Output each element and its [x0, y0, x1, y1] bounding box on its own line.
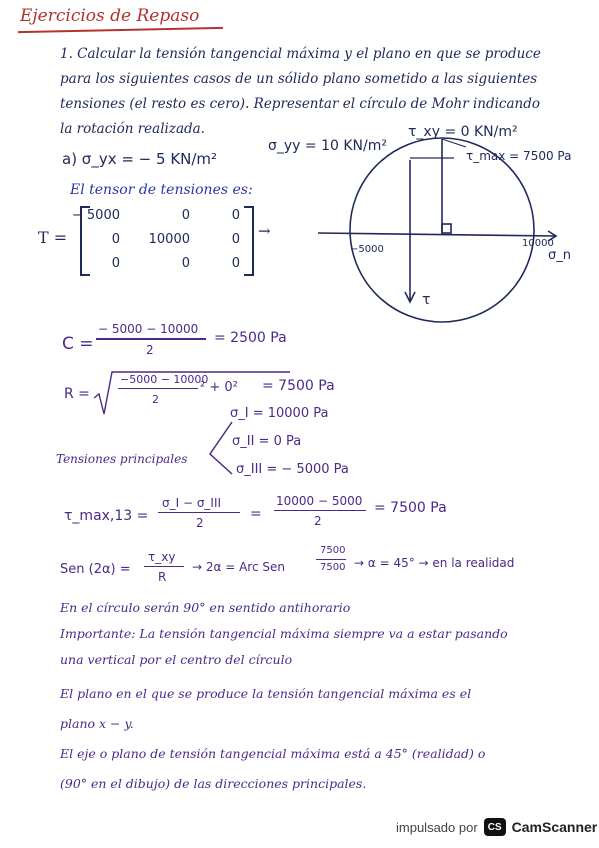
radius-fraction-bar	[118, 388, 198, 389]
sin-result: → α = 45° → en la realidad	[354, 556, 515, 570]
case-a-sigma-yy: σ_yy = 10 KN/m²	[268, 138, 387, 154]
note-2: Importante: La tensión tangencial máxima siempre va a estar pasando	[60, 626, 508, 641]
statement-line-2: para los siguientes casos de un sólido plano sometido a las siguientes	[60, 71, 538, 87]
mohr-right-label: 10000	[522, 238, 554, 249]
note-6: El eje o plano de tensión tangencial máxima está a 45° (realidad) o	[60, 746, 486, 761]
tmax-num-2: 10000 − 5000	[276, 494, 363, 508]
case-a-tau-xy: τ_xy = 0 KN/m²	[408, 124, 518, 140]
sin-denominator: R	[158, 570, 167, 584]
tensor-symbol: T =	[38, 228, 68, 247]
tmax-den-2: 2	[314, 514, 322, 528]
statement-line-1: 1. Calcular la tensión tangencial máxima y el plano en que se produce	[60, 46, 541, 62]
tmax-result: = 7500 Pa	[374, 500, 447, 516]
radius-denominator: 2	[152, 393, 159, 406]
center-result: = 2500 Pa	[214, 330, 287, 346]
note-3: una vertical por el centro del círculo	[60, 652, 293, 667]
mohr-tmax-label: τ_max = 7500 Pa	[466, 149, 572, 163]
sin-numerator: τ_xy	[148, 550, 176, 564]
matrix-cell-32: 0	[181, 256, 190, 271]
arcsin-denominator: 7500	[320, 562, 346, 573]
tau-axis-label: τ	[422, 292, 431, 308]
radius-rest: ² + 0²	[200, 380, 238, 395]
sin-middle: → 2α = Arc Sen	[192, 560, 285, 574]
principal-sigma-3: σ_III = − 5000 Pa	[236, 462, 349, 477]
principal-sigma-1: σ_I = 10000 Pa	[230, 406, 329, 421]
tmax-equals: =	[250, 506, 262, 522]
note-7: (90° en el dibujo) de las direcciones principales.	[60, 776, 367, 791]
note-1: En el círculo serán 90° en sentido antihorario	[60, 600, 351, 615]
center-symbol: C =	[62, 334, 94, 354]
radius-symbol: R =	[64, 386, 90, 402]
tensor-title: El tensor de tensiones es:	[70, 182, 253, 198]
tmax-num-1: σ_I − σ_III	[162, 496, 222, 510]
camscanner-logo-icon: CS	[484, 818, 506, 836]
arcsin-fraction-bar	[316, 559, 346, 560]
matrix-cell-21: 0	[111, 232, 120, 247]
matrix-arrow: →	[258, 222, 271, 240]
tmax-bar-1	[158, 512, 240, 513]
matrix-cell-12: 0	[181, 208, 190, 223]
footer-powered-text: impulsado por	[396, 819, 478, 835]
center-fraction-bar	[96, 338, 206, 340]
tmax-den-1: 2	[196, 516, 204, 530]
page-title: Ejercicios de Repaso	[20, 6, 200, 26]
tmax-lhs: τ_max,13 =	[64, 508, 149, 524]
statement-line-4: la rotación realizada.	[60, 121, 205, 137]
statement-line-3: tensiones (el resto es cero). Representar el círculo de Mohr indicando	[60, 96, 541, 112]
matrix-cell-31: 0	[111, 256, 120, 271]
principal-sigma-2: σ_II = 0 Pa	[232, 434, 302, 449]
note-5: plano x − y.	[60, 716, 134, 731]
sin-lhs: Sen (2α) =	[60, 562, 131, 577]
radius-numerator: −5000 − 10000	[120, 373, 209, 386]
matrix-cell-33: 0	[231, 256, 240, 271]
center-denominator: 2	[146, 343, 154, 357]
matrix-cell-23: 0	[231, 232, 240, 247]
note-4: El plano en el que se produce la tensión tangencial máxima es el	[60, 686, 472, 701]
matrix-cell-13: 0	[231, 208, 240, 223]
matrix-cell-11: − 5000	[71, 208, 120, 223]
camscanner-brand: CamScanner	[511, 819, 598, 835]
mohr-left-label: −5000	[350, 244, 384, 255]
case-a-sigma-yx: a) σ_yx = − 5 KN/m²	[62, 150, 218, 168]
tmax-bar-2	[274, 510, 366, 511]
principal-label: Tensiones principales	[56, 452, 188, 466]
camscanner-footer	[396, 818, 597, 836]
radius-result: = 7500 Pa	[262, 378, 335, 394]
right-angle-marker	[442, 224, 451, 233]
matrix-cell-22: 10000	[148, 232, 190, 247]
sin-fraction-bar	[144, 566, 184, 567]
sigma-axis-line	[318, 233, 556, 236]
sigma-axis-label: σ_n	[548, 248, 571, 263]
arcsin-numerator: 7500	[320, 545, 346, 556]
center-numerator: − 5000 − 10000	[98, 322, 199, 336]
